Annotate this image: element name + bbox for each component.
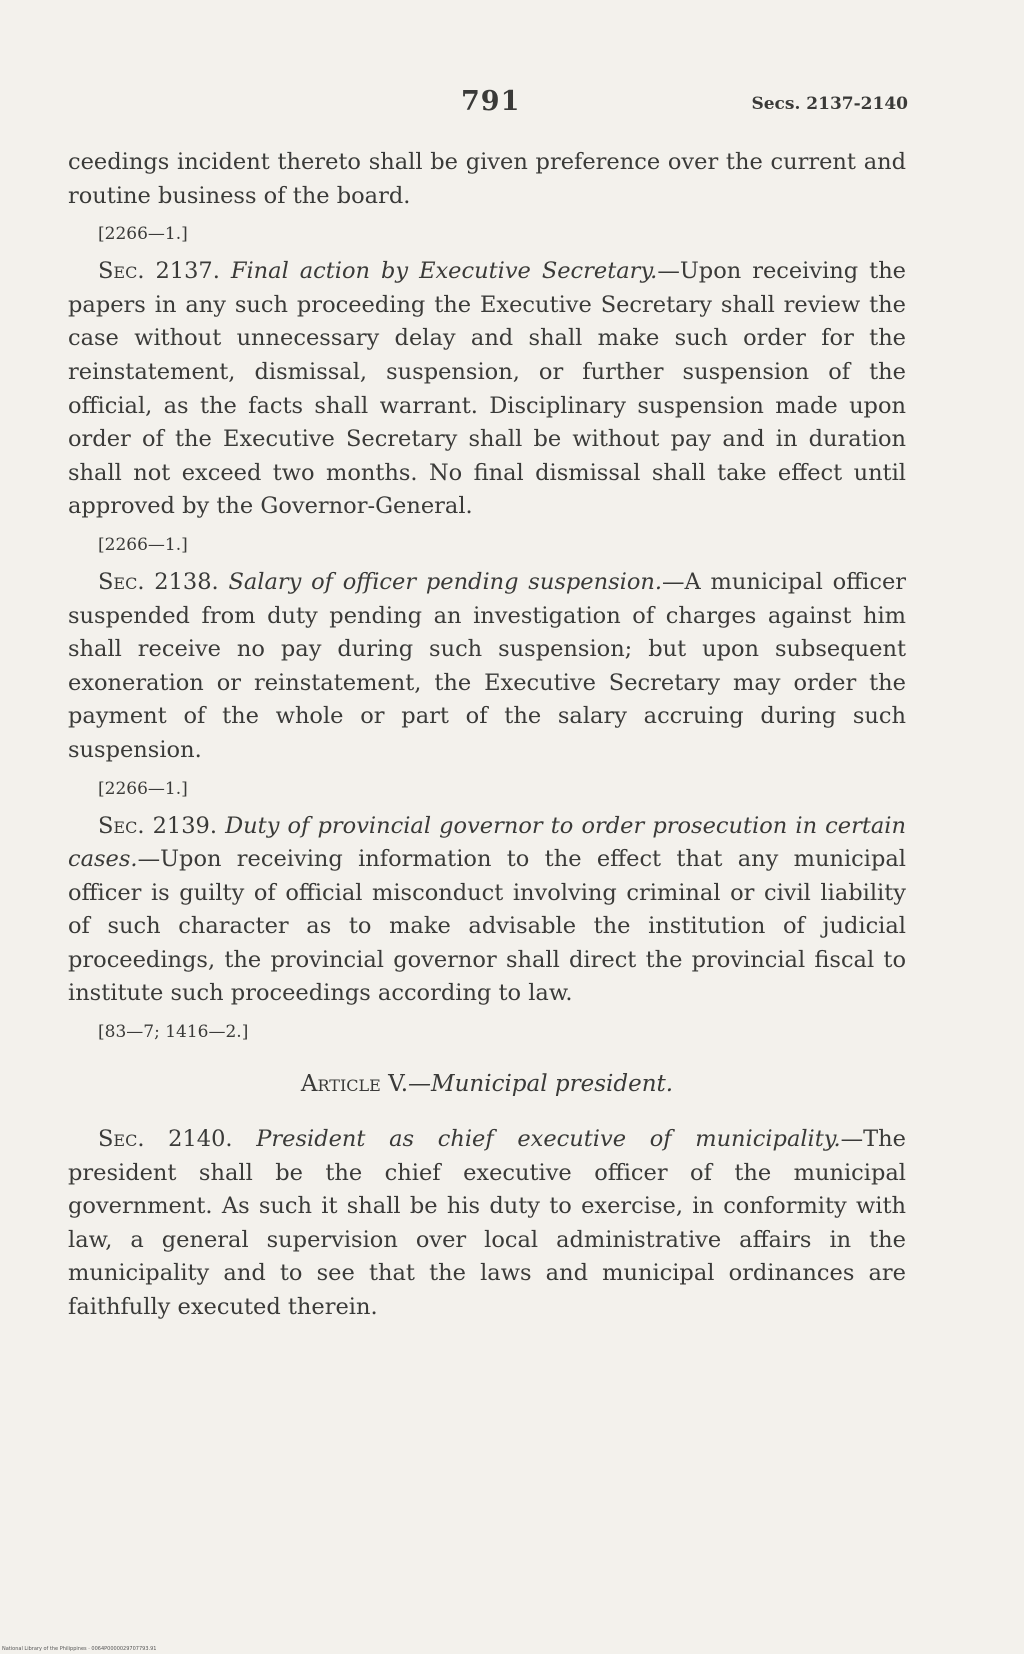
section-text: —The president shall be the chief executive officer of the municipal government. As such it shall be his duty to exercise, in conformity with law, a general supervision over local administrative affairs in the municipality and to see that the laws and municipal ordinances are faithfully executed therein. <box>68 1126 906 1321</box>
page-number: 791 <box>461 86 521 117</box>
section-text: —Upon receiving information to the effect that any municipal officer is guilty of official misconduct involving criminal or civil liability of such character as to make advisable the institution of judicial proceedings, the provincial governor shall direct the provincial fiscal to institute such proceedings according to law. <box>68 846 906 1007</box>
section-catchline: Salary of officer pending suspension. <box>228 568 663 595</box>
section-text: —A municipal officer suspended from duty pending an investigation of charges against him shall receive no pay during such suspension; but upon subsequent exoneration or reinstatement, the Executive Secretary may order the payment of the whole or part of the salary accruing during such suspension. <box>68 568 907 763</box>
section-2140 <box>68 1123 906 1325</box>
section-range: Secs. 2137-2140 <box>751 94 908 114</box>
section-label: Sec. <box>98 568 145 595</box>
citation: [2266—1.] <box>98 534 188 555</box>
section-2138 <box>68 566 906 768</box>
body-text <box>68 146 906 1325</box>
article-heading <box>68 1067 906 1101</box>
section-number: 2139. <box>152 812 218 839</box>
section-text: —Upon receiving the papers in any such proceeding the Executive Secretary shall review the case without unnecessary delay and shall make such order for the reinstatement, dismissal, suspension, or further suspension of the official, as the facts shall warrant. Disciplinary suspension made upon order of the Executive Secretary shall be without pay and in duration shall not exceed two months. No final dismissal shall take effect until approved by the Governor-General. <box>68 258 906 520</box>
section-catchline: President as chief executive of municipality. <box>256 1126 841 1153</box>
citation: [2266—1.] <box>98 778 188 799</box>
section-2137 <box>68 255 906 524</box>
section-2139 <box>68 810 906 1012</box>
section-number: 2137. <box>155 258 220 285</box>
document-page <box>68 86 906 1606</box>
section-label: Sec. <box>98 258 145 285</box>
section-label: Sec. <box>98 1126 145 1153</box>
citation: [83—7; 1416—2.] <box>98 1022 249 1043</box>
section-number: 2140. <box>168 1126 233 1153</box>
article-label: Article V. <box>300 1071 409 1098</box>
citation: [2266—1.] <box>98 224 188 245</box>
footer-credit: National Library of the Philippines · 0064P0000029707793.91 <box>2 1646 157 1652</box>
section-number: 2138. <box>154 568 219 595</box>
article-title: —Municipal president. <box>408 1071 674 1098</box>
section-catchline: Final action by Executive Secretary. <box>230 258 658 285</box>
section-catchline: Duty of provincial governor to order prosecution in certain cases. <box>68 812 906 873</box>
section-label: Sec. <box>98 812 145 839</box>
page-header <box>68 86 906 126</box>
opening-paragraph: ceedings incident thereto shall be given preference over the current and routine business of the board. <box>68 149 906 209</box>
